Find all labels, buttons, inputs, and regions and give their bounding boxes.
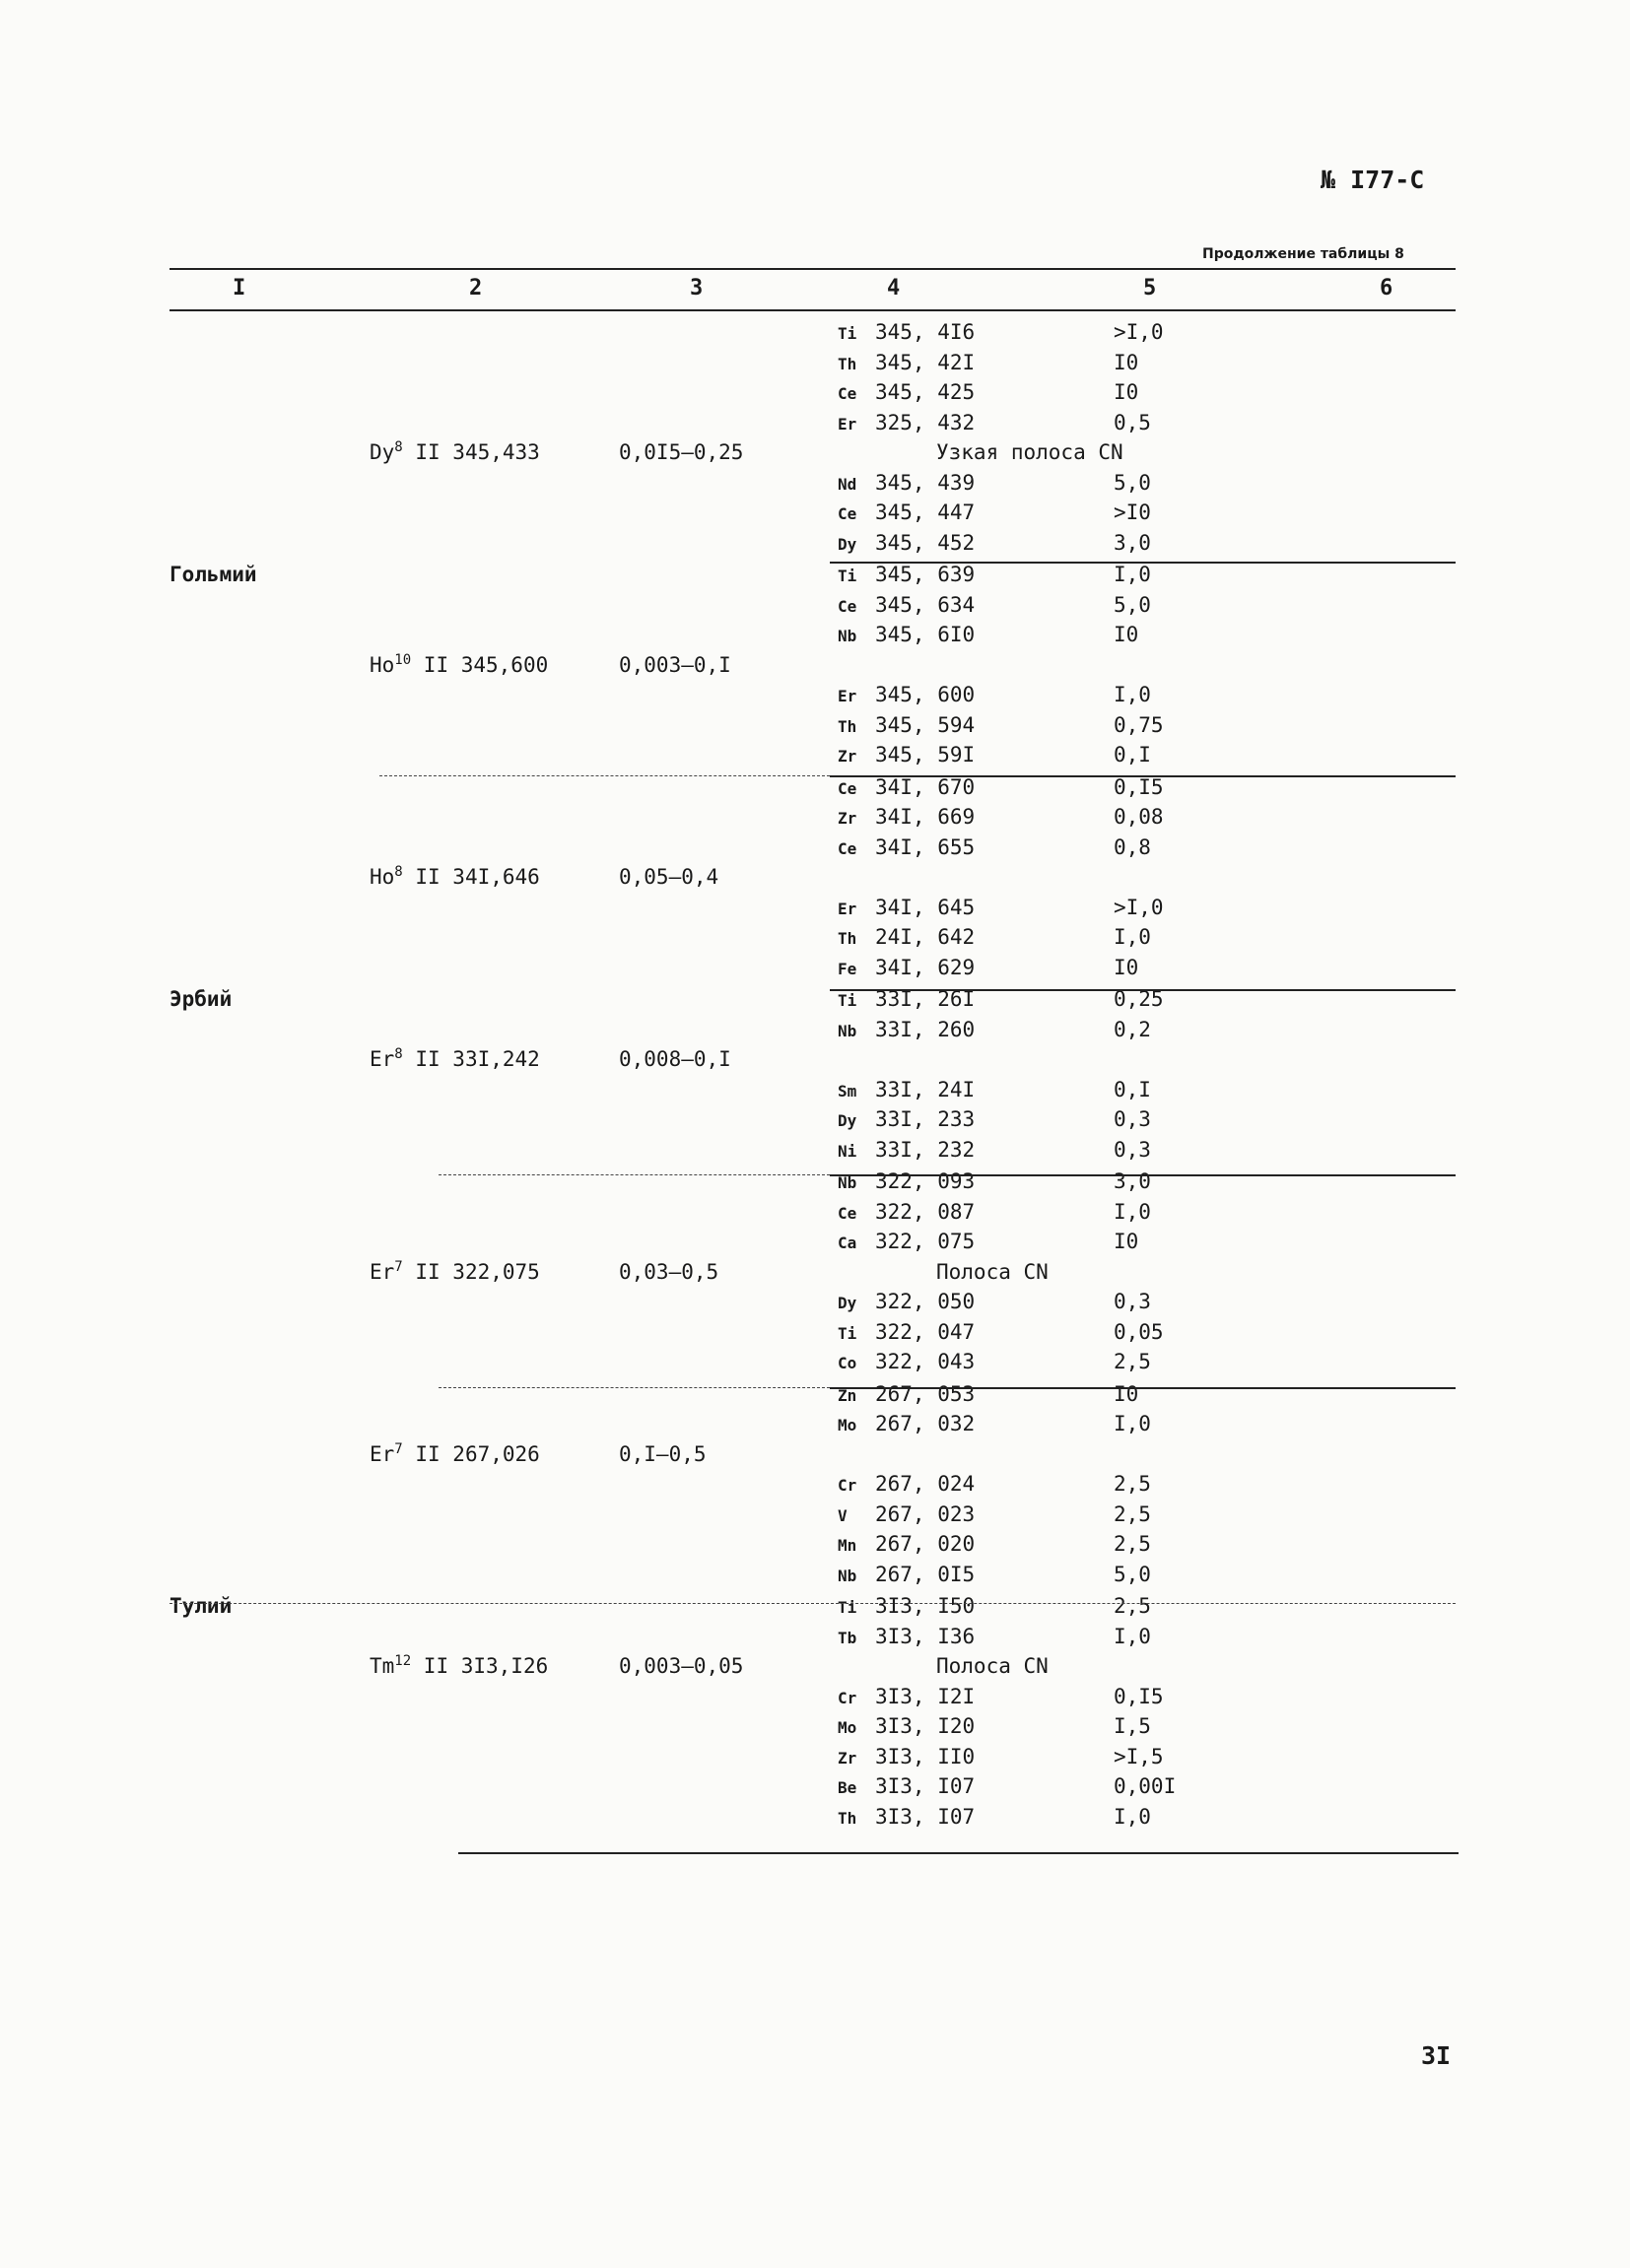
interfering-element: Nb bbox=[838, 1566, 857, 1585]
analytical-line-wavelength: II 34I,646 bbox=[402, 865, 540, 889]
interference-value: 0,I5 bbox=[1114, 1684, 1164, 1708]
interfering-wavelength: 345, 425 bbox=[875, 380, 976, 404]
interfering-wavelength: 345, 447 bbox=[875, 500, 976, 524]
interfering-line bbox=[838, 408, 975, 439]
analytical-line bbox=[370, 862, 540, 893]
interfering-line bbox=[838, 1802, 975, 1834]
interfering-element: Ce bbox=[838, 838, 857, 858]
table-row bbox=[0, 1409, 1630, 1439]
interfering-wavelength: 267, 032 bbox=[875, 1412, 976, 1435]
interfering-element: Ti bbox=[838, 567, 857, 585]
concentration-range: 0,03–0,5 bbox=[619, 1259, 719, 1284]
interfering-element: Sm bbox=[838, 1081, 857, 1101]
interfering-wavelength: 322, 075 bbox=[875, 1230, 976, 1253]
interfering-line bbox=[838, 740, 975, 771]
interfering-line bbox=[838, 468, 975, 500]
interfering-element: Th bbox=[838, 354, 857, 373]
interference-value: I0 bbox=[1114, 1381, 1139, 1406]
interfering-wavelength: 3I3, I07 bbox=[875, 1804, 976, 1829]
table-row bbox=[0, 1439, 1630, 1470]
interfering-element: Ti bbox=[838, 1323, 857, 1343]
interfering-element: Zr bbox=[838, 809, 857, 828]
interfering-wavelength: 34I, 670 bbox=[875, 774, 976, 799]
interference-value: 2,5 bbox=[1114, 1594, 1151, 1618]
table-row bbox=[0, 468, 1630, 499]
band-note: Полоса CN bbox=[936, 1654, 1049, 1678]
interfering-wavelength: 267, 023 bbox=[875, 1501, 976, 1526]
interfering-wavelength: 345, 452 bbox=[875, 530, 976, 555]
interfering-wavelength: 345, 42I bbox=[875, 350, 976, 374]
interference-value: 0,2 bbox=[1114, 1017, 1151, 1041]
header-col-3: 3 bbox=[690, 276, 704, 300]
group-rule-holmium-2 bbox=[379, 775, 830, 776]
analytical-line bbox=[370, 1651, 548, 1682]
interfering-line bbox=[838, 317, 975, 349]
interference-value: I,0 bbox=[1114, 683, 1151, 706]
interfering-element: Th bbox=[838, 929, 857, 948]
interfering-wavelength: 34I, 655 bbox=[875, 834, 976, 859]
interference-value: 5,0 bbox=[1114, 1562, 1151, 1586]
analytical-line-wavelength: II 33I,242 bbox=[402, 1047, 540, 1071]
interfering-element: Ni bbox=[838, 1141, 857, 1161]
interfering-line bbox=[838, 922, 975, 954]
interfering-line bbox=[838, 1560, 975, 1591]
interfering-wavelength: 3I3, II0 bbox=[875, 1744, 976, 1768]
table-row bbox=[0, 1379, 1630, 1410]
interfering-line bbox=[838, 1015, 975, 1046]
interfering-element: Be bbox=[838, 1778, 857, 1797]
interfering-line bbox=[838, 560, 975, 591]
interference-value: I0 bbox=[1114, 955, 1139, 979]
interference-value: 5,0 bbox=[1114, 592, 1151, 617]
interference-value: I,0 bbox=[1114, 1804, 1151, 1829]
interference-value: 2,5 bbox=[1114, 1472, 1151, 1496]
group-rule-holmium bbox=[830, 562, 1456, 564]
analytical-line-intensity: 8 bbox=[394, 864, 403, 880]
interfering-line bbox=[838, 1227, 975, 1258]
interfering-wavelength: 267, 053 bbox=[875, 1381, 976, 1406]
analytical-line bbox=[370, 650, 548, 681]
interfering-element: Co bbox=[838, 1354, 857, 1372]
group-rule-erbium-3 bbox=[439, 1387, 830, 1388]
interfering-line bbox=[838, 1409, 975, 1440]
interfering-wavelength: 3I3, I36 bbox=[875, 1624, 976, 1648]
concentration-range: 0,003–0,05 bbox=[619, 1654, 744, 1678]
concentration-range: 0,I–0,5 bbox=[619, 1441, 707, 1466]
analytical-line-wavelength: II 345,600 bbox=[411, 652, 549, 677]
interference-value: 2,5 bbox=[1114, 1532, 1151, 1556]
interference-value: 0,05 bbox=[1114, 1319, 1164, 1344]
page-number: 3I bbox=[1421, 2041, 1452, 2070]
analytical-line-intensity: 7 bbox=[394, 1440, 403, 1457]
analytical-line-element: Ho bbox=[370, 652, 395, 677]
interfering-line bbox=[838, 348, 975, 379]
analytical-line-intensity: 8 bbox=[394, 439, 403, 455]
interfering-line bbox=[838, 1771, 975, 1803]
table-row bbox=[0, 528, 1630, 559]
interference-value: 0,I5 bbox=[1114, 774, 1164, 799]
table-bottom-rule bbox=[458, 1852, 1459, 1854]
interfering-line bbox=[838, 833, 975, 864]
table-row bbox=[0, 922, 1630, 953]
table-row bbox=[0, 1104, 1630, 1135]
analytical-line bbox=[370, 437, 540, 468]
analytical-line-element: Er bbox=[370, 1259, 395, 1284]
interference-value: 0,I bbox=[1114, 1077, 1151, 1101]
interfering-line bbox=[838, 377, 975, 409]
interfering-wavelength: 267, 020 bbox=[875, 1532, 976, 1556]
interfering-element: Mo bbox=[838, 1416, 857, 1434]
analytical-line-wavelength: II 345,433 bbox=[402, 440, 540, 464]
interfering-line bbox=[838, 1347, 975, 1378]
interference-value: I,0 bbox=[1114, 563, 1151, 586]
interfering-line bbox=[838, 1622, 975, 1653]
analytical-line-intensity: 7 bbox=[394, 1258, 403, 1275]
interfering-wavelength: 345, 600 bbox=[875, 683, 976, 706]
table-row bbox=[0, 833, 1630, 863]
interference-value: 0,3 bbox=[1114, 1107, 1151, 1131]
header-col-4: 4 bbox=[887, 276, 901, 300]
interfering-wavelength: 345, 6I0 bbox=[875, 623, 976, 646]
interfering-line bbox=[838, 528, 975, 560]
concentration-range: 0,0I5–0,25 bbox=[619, 440, 744, 464]
interference-value: >I,0 bbox=[1114, 320, 1164, 344]
interference-value: I0 bbox=[1114, 1230, 1139, 1253]
header-bottom-rule bbox=[170, 309, 1456, 311]
interfering-line bbox=[838, 680, 975, 711]
table-row bbox=[0, 1044, 1630, 1075]
interfering-element: Ca bbox=[838, 1234, 857, 1252]
interfering-element: Nd bbox=[838, 474, 857, 494]
table-row bbox=[0, 1802, 1630, 1833]
interfering-line bbox=[838, 893, 975, 924]
table-row bbox=[0, 1015, 1630, 1045]
element-name: Эрбий bbox=[170, 987, 233, 1011]
interfering-wavelength: 24I, 642 bbox=[875, 925, 976, 949]
group-rule-erbium-3b bbox=[830, 1387, 1456, 1389]
interfering-wavelength: 33I, 232 bbox=[875, 1137, 976, 1162]
interfering-wavelength: 322, 043 bbox=[875, 1350, 976, 1373]
interfering-element: Ce bbox=[838, 384, 857, 403]
interference-value: 0,3 bbox=[1114, 1290, 1151, 1313]
analytical-line-element: Dy bbox=[370, 440, 395, 464]
analytical-line-element: Tm bbox=[370, 1654, 395, 1678]
analytical-line-intensity: 12 bbox=[394, 1653, 412, 1669]
table-row bbox=[0, 1197, 1630, 1228]
table-row bbox=[0, 348, 1630, 378]
interference-value: >I0 bbox=[1114, 500, 1151, 524]
interfering-line bbox=[838, 590, 975, 622]
interfering-element: Dy bbox=[838, 1111, 857, 1130]
interference-value: 0,08 bbox=[1114, 805, 1164, 829]
interfering-wavelength: 34I, 629 bbox=[875, 955, 976, 979]
interference-value: I,0 bbox=[1114, 1199, 1151, 1224]
analytical-line bbox=[370, 1257, 540, 1288]
interference-value: I0 bbox=[1114, 350, 1139, 374]
table-row bbox=[0, 650, 1630, 681]
interfering-line bbox=[838, 802, 975, 834]
table-row bbox=[0, 1469, 1630, 1500]
interference-value: >I,0 bbox=[1114, 895, 1164, 919]
analytical-line-wavelength: II 267,026 bbox=[402, 1441, 540, 1466]
interference-value: I,0 bbox=[1114, 1412, 1151, 1435]
interfering-line bbox=[838, 1135, 975, 1167]
table-row bbox=[0, 1257, 1630, 1288]
interfering-element: Ce bbox=[838, 778, 857, 798]
table-caption: Продолжение таблицы 8 bbox=[1202, 246, 1404, 262]
interfering-wavelength: 345, 439 bbox=[875, 470, 976, 495]
interfering-line bbox=[838, 1742, 975, 1773]
interference-value: 0,75 bbox=[1114, 712, 1164, 737]
interference-value: 0,5 bbox=[1114, 410, 1151, 434]
analytical-line-element: Er bbox=[370, 1441, 395, 1466]
interfering-wavelength: 33I, 26I bbox=[875, 987, 976, 1011]
interfering-line bbox=[838, 1317, 975, 1349]
interfering-wavelength: 345, 59I bbox=[875, 743, 976, 767]
table-row bbox=[0, 620, 1630, 650]
analytical-line-element: Ho bbox=[370, 865, 395, 889]
interfering-element: Ce bbox=[838, 504, 857, 523]
interference-value: 0,00I bbox=[1114, 1774, 1177, 1798]
interfering-element: Nb bbox=[838, 1173, 857, 1192]
interfering-line bbox=[838, 1197, 975, 1229]
interfering-wavelength: 322, 047 bbox=[875, 1319, 976, 1344]
group-rule-thulium bbox=[170, 1603, 1456, 1604]
interfering-element: Tb bbox=[838, 1628, 857, 1647]
interfering-line bbox=[838, 1711, 975, 1743]
table-row bbox=[0, 1500, 1630, 1530]
interfering-element: Er bbox=[838, 899, 857, 918]
interfering-element: Ce bbox=[838, 596, 857, 616]
interfering-wavelength: 3I3, I50 bbox=[875, 1594, 976, 1618]
interference-value: >I,5 bbox=[1114, 1744, 1164, 1768]
interfering-wavelength: 33I, 260 bbox=[875, 1017, 976, 1041]
interfering-element: Er bbox=[838, 414, 857, 434]
interference-value: I,0 bbox=[1114, 1624, 1151, 1648]
interfering-line bbox=[838, 1104, 975, 1136]
table-row bbox=[0, 1075, 1630, 1105]
interfering-wavelength: 3I3, I20 bbox=[875, 1714, 976, 1738]
interference-value: 3,0 bbox=[1114, 530, 1151, 555]
interfering-line bbox=[838, 1287, 975, 1318]
interfering-element: V bbox=[838, 1505, 848, 1525]
concentration-range: 0,05–0,4 bbox=[619, 865, 719, 889]
interfering-element: Ti bbox=[838, 991, 857, 1010]
interfering-wavelength: 325, 432 bbox=[875, 410, 976, 434]
band-note: Полоса CN bbox=[936, 1259, 1049, 1284]
interfering-element: Mo bbox=[838, 1718, 857, 1737]
interfering-wavelength: 322, 050 bbox=[875, 1290, 976, 1313]
table-row bbox=[0, 1135, 1630, 1166]
table-row bbox=[0, 317, 1630, 348]
table-row bbox=[0, 1622, 1630, 1652]
interfering-element: Th bbox=[838, 1808, 857, 1828]
table-row bbox=[0, 560, 1630, 590]
header-col-6: 6 bbox=[1380, 276, 1393, 300]
interference-value: 2,5 bbox=[1114, 1501, 1151, 1526]
table-row bbox=[0, 498, 1630, 528]
concentration-range: 0,003–0,I bbox=[619, 652, 731, 677]
interfering-element: Ti bbox=[838, 324, 857, 343]
table-row bbox=[0, 710, 1630, 741]
table-row bbox=[0, 1287, 1630, 1317]
interfering-wavelength: 3I3, I07 bbox=[875, 1774, 976, 1798]
interfering-wavelength: 3I3, I2I bbox=[875, 1684, 976, 1708]
interfering-line bbox=[838, 710, 975, 742]
table-row bbox=[0, 1347, 1630, 1377]
interfering-element: Th bbox=[838, 716, 857, 736]
table-row bbox=[0, 1742, 1630, 1772]
interfering-wavelength: 34I, 669 bbox=[875, 805, 976, 829]
interference-value: I0 bbox=[1114, 380, 1139, 404]
table-row bbox=[0, 1771, 1630, 1802]
interfering-element: Mn bbox=[838, 1536, 857, 1555]
table-row bbox=[0, 408, 1630, 438]
interfering-wavelength: 345, 4I6 bbox=[875, 320, 976, 344]
interfering-line bbox=[838, 1529, 975, 1561]
interference-value: 0,8 bbox=[1114, 834, 1151, 859]
interfering-line bbox=[838, 1379, 975, 1411]
interfering-element: Zn bbox=[838, 1385, 857, 1405]
interfering-element: Nb bbox=[838, 1021, 857, 1040]
interfering-element: Ti bbox=[838, 1598, 857, 1617]
table-row bbox=[0, 680, 1630, 710]
interfering-element: Ce bbox=[838, 1203, 857, 1223]
table-row bbox=[0, 377, 1630, 408]
interfering-element: Dy bbox=[838, 534, 857, 554]
interfering-line bbox=[838, 953, 975, 984]
interfering-line bbox=[838, 1075, 975, 1106]
header-col-5: 5 bbox=[1143, 276, 1157, 300]
band-note: Узкая полоса CN bbox=[936, 440, 1123, 464]
analytical-line-intensity: 8 bbox=[394, 1046, 403, 1062]
interfering-element: Dy bbox=[838, 1294, 857, 1312]
interference-value: 2,5 bbox=[1114, 1350, 1151, 1373]
element-name: Гольмий bbox=[170, 563, 257, 586]
interfering-wavelength: 267, 024 bbox=[875, 1472, 976, 1496]
interfering-wavelength: 267, 0I5 bbox=[875, 1562, 976, 1586]
interfering-wavelength: 345, 639 bbox=[875, 563, 976, 586]
interfering-element: Nb bbox=[838, 627, 857, 645]
interference-value: I,0 bbox=[1114, 925, 1151, 949]
table-row bbox=[0, 1167, 1630, 1197]
interfering-line bbox=[838, 1500, 975, 1531]
interference-value: 5,0 bbox=[1114, 470, 1151, 495]
interfering-line bbox=[838, 498, 975, 529]
header-col-1: I bbox=[233, 276, 246, 300]
group-rule-erbium bbox=[830, 989, 1456, 991]
table-row bbox=[0, 437, 1630, 468]
interfering-wavelength: 34I, 645 bbox=[875, 895, 976, 919]
table-row bbox=[0, 1317, 1630, 1348]
interfering-element: Er bbox=[838, 687, 857, 705]
group-rule-erbium-2 bbox=[439, 1174, 830, 1175]
analytical-line bbox=[370, 1439, 540, 1470]
interfering-wavelength: 322, 087 bbox=[875, 1199, 976, 1224]
interfering-line bbox=[838, 620, 975, 651]
interference-value: 0,I bbox=[1114, 743, 1151, 767]
element-name: Тулий bbox=[170, 1594, 233, 1618]
table-row bbox=[0, 1711, 1630, 1742]
table-row bbox=[0, 1227, 1630, 1257]
group-rule-erbium-2b bbox=[830, 1174, 1456, 1176]
interfering-element: Cr bbox=[838, 1476, 857, 1495]
table-row bbox=[0, 1560, 1630, 1590]
analytical-line bbox=[370, 1044, 540, 1075]
table-row bbox=[0, 1682, 1630, 1712]
analytical-line-wavelength: II 3I3,I26 bbox=[411, 1654, 549, 1678]
interference-value: I,5 bbox=[1114, 1714, 1151, 1738]
interference-value: 0,3 bbox=[1114, 1137, 1151, 1162]
interference-value: 3,0 bbox=[1114, 1169, 1151, 1193]
interfering-wavelength: 345, 594 bbox=[875, 712, 976, 737]
header-col-2: 2 bbox=[469, 276, 483, 300]
analytical-line-element: Er bbox=[370, 1047, 395, 1071]
interfering-element: Fe bbox=[838, 959, 857, 978]
interfering-element: Zr bbox=[838, 1748, 857, 1768]
interfering-wavelength: 345, 634 bbox=[875, 592, 976, 617]
interference-value: 0,25 bbox=[1114, 987, 1164, 1011]
table-top-rule bbox=[170, 268, 1456, 270]
analytical-line-wavelength: II 322,075 bbox=[402, 1259, 540, 1284]
table-row bbox=[0, 1651, 1630, 1682]
document-number: № I77-С bbox=[1321, 166, 1425, 194]
interfering-line bbox=[838, 1167, 975, 1198]
table-row bbox=[0, 740, 1630, 770]
interfering-line bbox=[838, 1469, 975, 1501]
interference-value: I0 bbox=[1114, 623, 1139, 646]
group-rule-holmium-2b bbox=[830, 775, 1456, 777]
interfering-wavelength: 322, 093 bbox=[875, 1169, 976, 1193]
interfering-line bbox=[838, 1682, 975, 1713]
table-row bbox=[0, 1529, 1630, 1560]
table-row bbox=[0, 802, 1630, 833]
interfering-element: Cr bbox=[838, 1688, 857, 1707]
interfering-line bbox=[838, 1591, 975, 1623]
interfering-wavelength: 33I, 233 bbox=[875, 1107, 976, 1131]
table-row bbox=[0, 893, 1630, 923]
interfering-wavelength: 33I, 24I bbox=[875, 1077, 976, 1101]
table-row bbox=[0, 590, 1630, 621]
table-row bbox=[0, 953, 1630, 983]
interfering-element: Zr bbox=[838, 747, 857, 766]
concentration-range: 0,008–0,I bbox=[619, 1047, 731, 1071]
table-row bbox=[0, 1591, 1630, 1622]
table-row bbox=[0, 862, 1630, 893]
analytical-line-intensity: 10 bbox=[394, 651, 412, 668]
